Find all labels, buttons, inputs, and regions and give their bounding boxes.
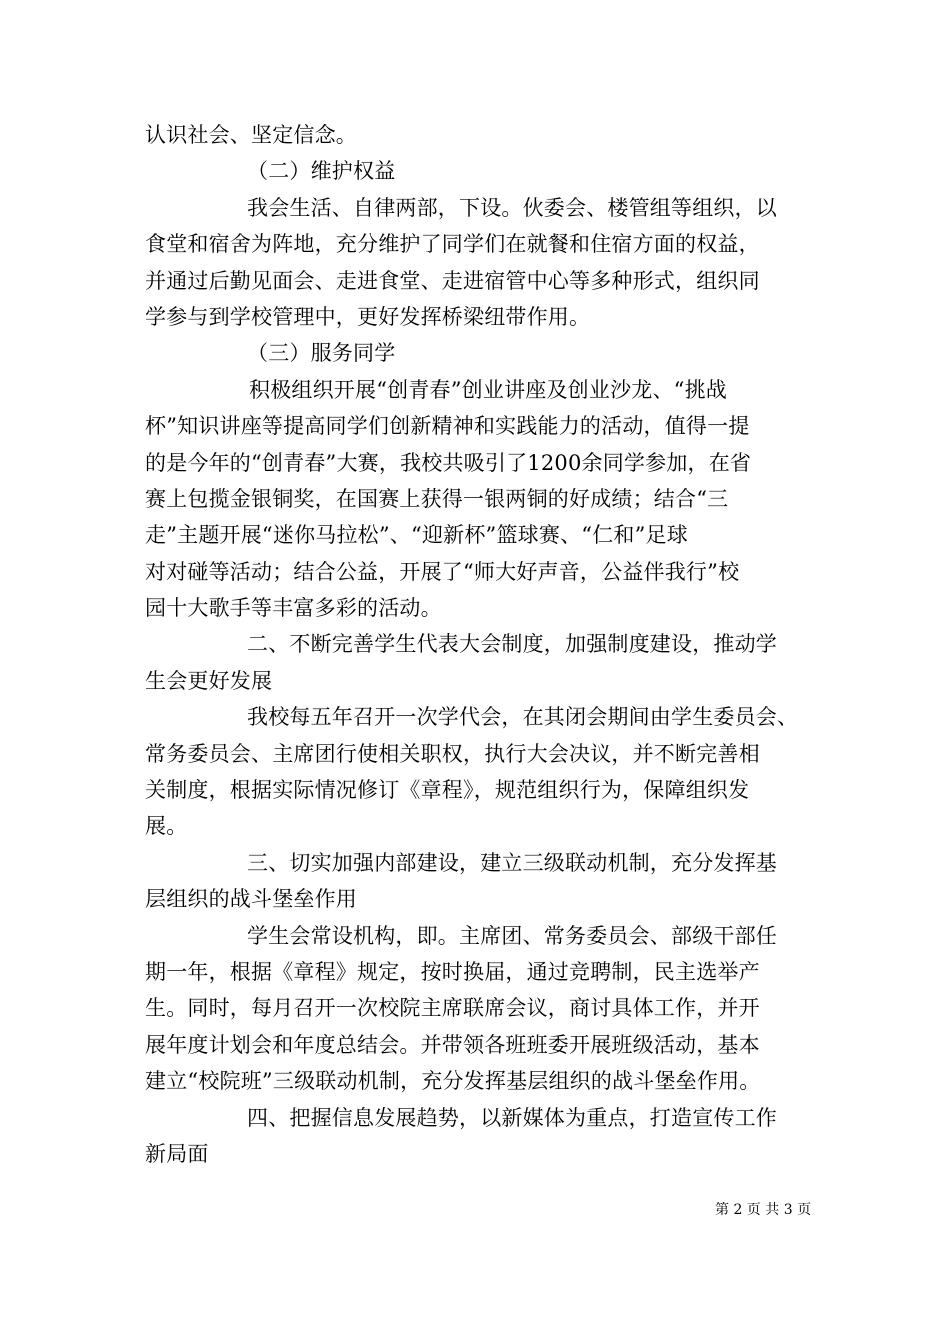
text-line: 食堂和宿舍为阵地，充分维护了同学们在就餐和住宿方面的权益，: [145, 232, 760, 257]
text-line: 学生会常设机构，即。主席团、常务委员会、部级干部任: [247, 923, 777, 948]
section-heading: 四、把握信息发展趋势，以新媒体为重点，打造宣传工作: [247, 1105, 777, 1130]
section-heading: 三、切实加强内部建设，建立三级联动机制，充分发挥基: [247, 850, 777, 875]
text-line: 杯”知识讲座等提高同学们创新精神和实践能力的活动，值得一提: [145, 414, 750, 439]
document-body: [145, 117, 810, 1172]
text-line: 期一年，根据《章程》规定，按时换届，通过竞聘制，民主选举产: [145, 959, 760, 984]
text-line: 常务委员会、主席团行使相关职权，执行大会决议，并不断完善相: [145, 741, 760, 766]
text-line: 展年度计划会和年度总结会。并带领各班班委开展班级活动，基本: [145, 1032, 760, 1057]
section-heading-continued: 层组织的战斗堡垒作用: [145, 887, 357, 912]
text-line: 生。同时，每月召开一次校院主席联席会议，商讨具体工作，并开: [145, 996, 760, 1021]
section-heading: 二、不断完善学生代表大会制度，加强制度建设，推动学: [247, 632, 777, 657]
text-line: 并通过后勤见面会、走进食堂、走进宿管中心等多种形式，组织同: [145, 268, 760, 293]
text-line: 我会生活、自律两部，下设。伙委会、楼管组等组织，以: [247, 195, 777, 220]
section-heading-continued: 生会更好发展: [145, 668, 273, 693]
text-line: 园十大歌手等丰富多彩的活动。: [145, 596, 442, 621]
text-line: 赛上包揽金银铜奖，在国赛上获得一银两铜的好成绩；结合“三: [145, 486, 729, 511]
section-heading-continued: 新局面: [145, 1141, 209, 1166]
page-number-footer: 第 2 页 共 3 页: [715, 1202, 812, 1218]
section-heading: （三）服务同学: [247, 341, 396, 366]
text-line: 认识社会、坚定信念。: [145, 123, 357, 147]
text-line: 建立“校院班”三级联动机制，充分发挥基层组织的战斗堡垒作用。: [145, 1069, 761, 1094]
text-line: 对对碰等活动；结合公益，开展了“师大好声音，公益伴我行”校: [145, 559, 740, 584]
text-line: 积极组织开展“创青春”创业讲座及创业沙龙、“挑战: [249, 377, 728, 402]
section-heading: （二）维护权益: [247, 159, 396, 184]
text-line: 关制度，根据实际情况修订《章程》，规范组织行为，保障组织发: [145, 778, 750, 803]
text-line: 我校每五年召开一次学代会，在其闭会期间由学生委员会、: [247, 705, 799, 730]
text-line: 走”主题开展“迷你马拉松”、“迎新杯”篮球赛、“仁和”足球: [145, 523, 688, 548]
text-line: 学参与到学校管理中，更好发挥桥梁纽带作用。: [145, 304, 591, 329]
text-line: 的是今年的“创青春”大赛，我校共吸引了1200余同学参加，在省: [145, 450, 752, 475]
text-line: 展。: [145, 814, 188, 839]
